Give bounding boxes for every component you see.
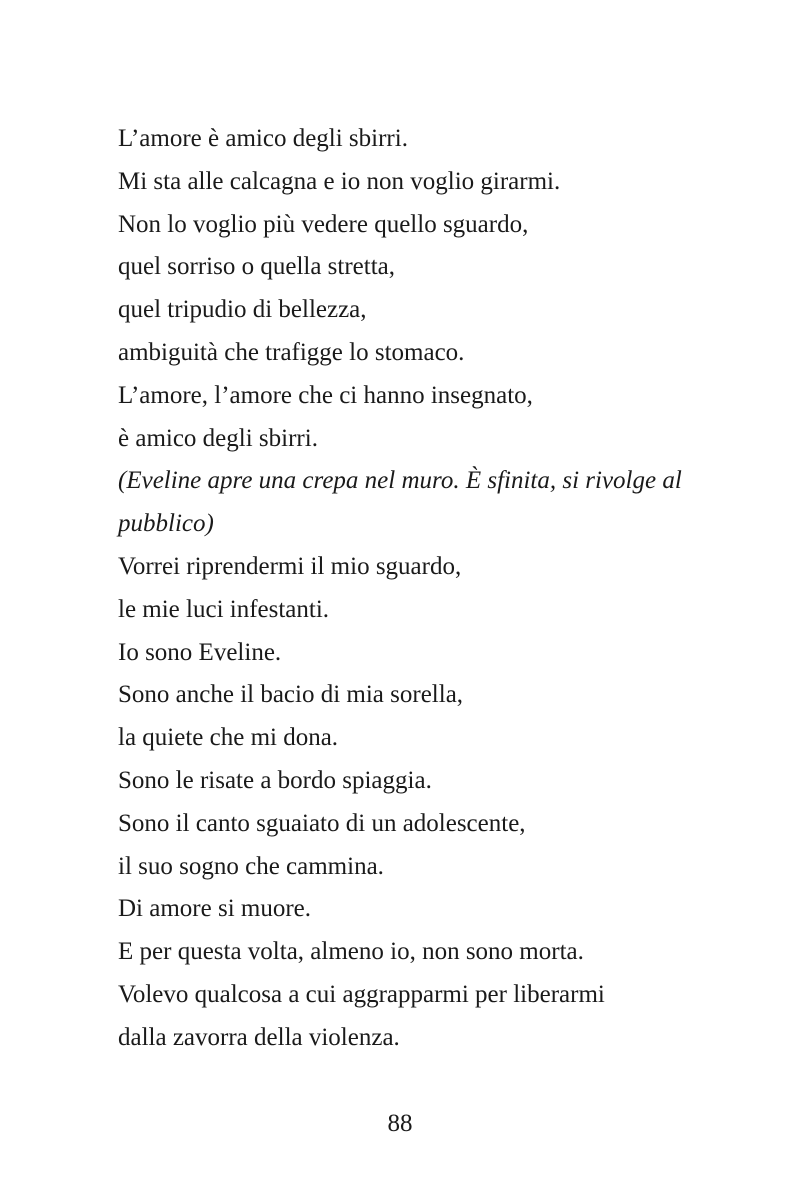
poem-text bbox=[118, 118, 718, 1060]
page-number: 88 bbox=[387, 1110, 413, 1137]
poem-line: quel tripudio di bellezza, bbox=[118, 296, 367, 324]
poem-line: Di amore si muore. bbox=[118, 895, 312, 923]
poem-line: è amico degli sbirri. bbox=[118, 424, 318, 452]
poem-line: Volevo qualcosa a cui aggrapparmi per liberarmi bbox=[118, 980, 605, 1008]
poem-line: Mi sta alle calcagna e io non voglio girarmi. bbox=[118, 167, 561, 195]
poem-line: la quiete che mi dona. bbox=[118, 724, 339, 752]
poem-line: L’amore, l’amore che ci hanno insegnato, bbox=[118, 381, 533, 409]
poem-line: Sono le risate a bordo spiaggia. bbox=[118, 766, 432, 794]
poem-line: Io sono Eveline. bbox=[118, 638, 282, 666]
poem-line: dalla zavorra della violenza. bbox=[118, 1023, 400, 1051]
poem-line: E per questa volta, almeno io, non sono morta. bbox=[118, 938, 584, 966]
stage-direction-line: (Eveline apre una crepa nel muro. È sfinita, si rivolge al bbox=[118, 467, 682, 495]
poem-line: L’amore è amico degli sbirri. bbox=[118, 125, 408, 152]
poem-line: Sono anche il bacio di mia sorella, bbox=[118, 681, 464, 709]
stage-direction-line: pubblico) bbox=[118, 510, 214, 538]
poem-line: Non lo voglio più vedere quello sguardo, bbox=[118, 210, 529, 238]
poem-line: quel sorriso o quella stretta, bbox=[118, 253, 396, 281]
poem-line: ambiguità che trafigge lo stomaco. bbox=[118, 338, 465, 366]
poem-line: Vorrei riprendermi il mio sguardo, bbox=[118, 552, 462, 580]
poem-line: il suo sogno che cammina. bbox=[118, 852, 384, 880]
poem-line: le mie luci infestanti. bbox=[118, 595, 330, 623]
poem-line: Sono il canto sguaiato di un adolescente, bbox=[118, 809, 526, 837]
